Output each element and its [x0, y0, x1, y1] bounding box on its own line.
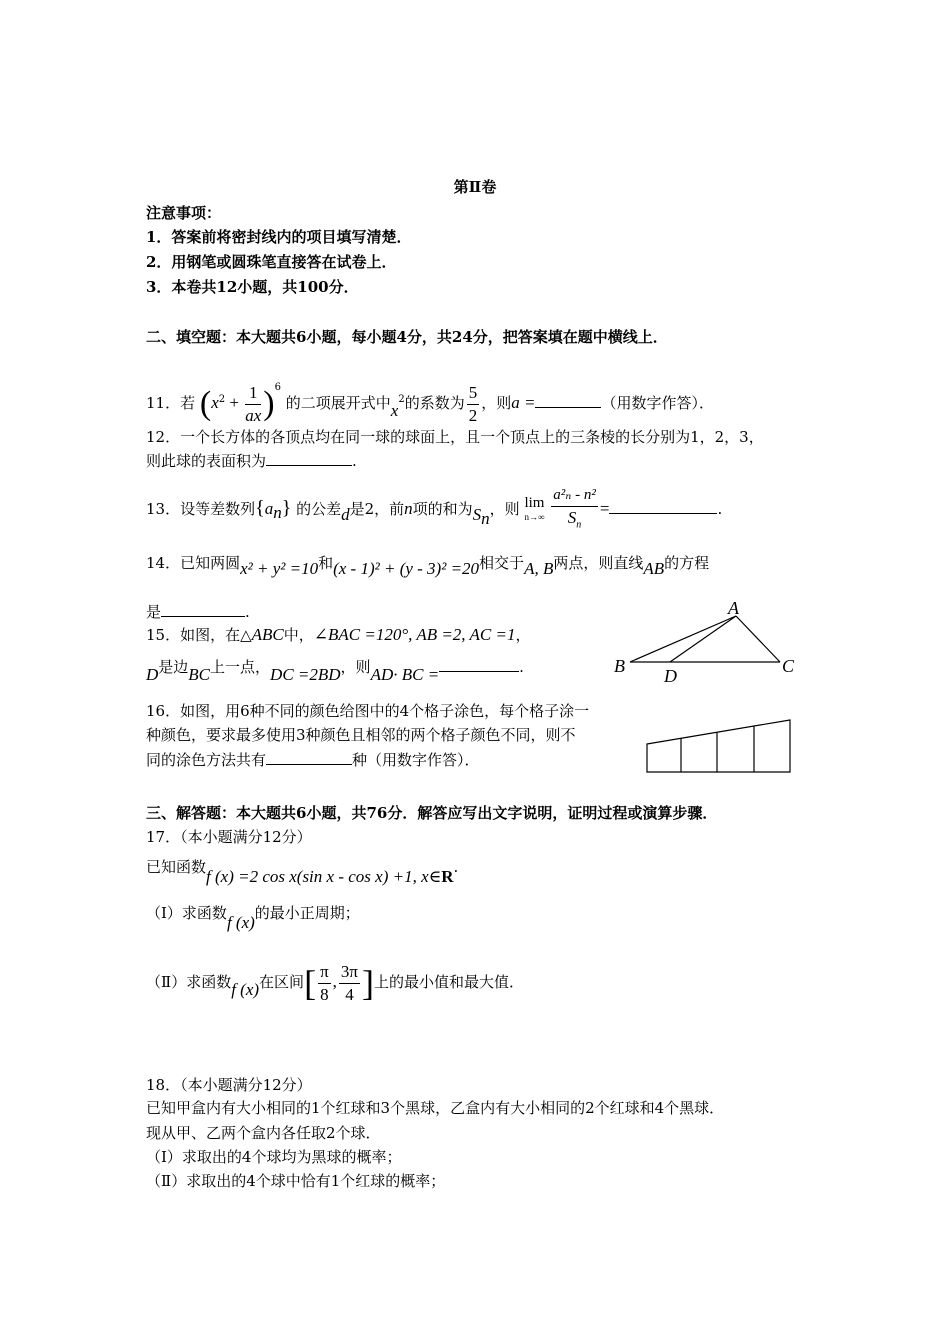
grid-figure — [644, 716, 796, 776]
question-17-head: 17．（本小题满分12分） — [146, 828, 312, 846]
part2-heading: 二、填空题：本大题共6小题，每小题4分，共24分，把答案填在题中横线上． — [146, 328, 668, 346]
vertex-label-c: C — [782, 656, 795, 676]
question-15: 15．如图，在△ABC中，∠BAC =120°, AB =2, AC =1， — [146, 625, 531, 644]
question-13: 13．设等差数列$\{a_n\}$ 的公差d是2，前n项的和为$S_n$，则 lim n→∞ $\frac{\text{a²ₙ - n²}}{S_n}$ = . — [146, 484, 722, 541]
notes-heading: 注意事项： — [146, 204, 222, 222]
vertex-label-a: A — [728, 598, 739, 618]
question-18-part1: （Ⅰ）求取出的4个球均为黑球的概率； — [146, 1148, 402, 1166]
question-18-text: 已知甲盒内有大小相同的1个红球和3个黑球，乙盒内有大小相同的2个红球和4个黑球． — [146, 1099, 725, 1117]
question-17-given: 已知函数f (x) =2 cos x(sin x - cos x) +1, x∈R. — [146, 858, 459, 886]
triangle-side — [736, 616, 780, 662]
question-16-cont: 同的涂色方法共有 种（用数字作答）． — [146, 748, 480, 771]
question-16: 16．如图，用6种不同的颜色给图中的4个格子涂色，每个格子涂一 — [146, 702, 590, 720]
triangle-side — [630, 616, 736, 662]
question-12: 12．一个长方体的各顶点均在同一球的球面上，且一个顶点上的三条棱的长分别为1，2，3， — [146, 428, 764, 446]
question-14-cont: 是 . — [146, 600, 250, 623]
part3-heading: 三、解答题：本大题共6小题，共76分．解答应写出文字说明，证明过程或演算步骤． — [146, 804, 718, 822]
question-18-text: 现从甲、乙两个盒内各任取2个球． — [146, 1124, 381, 1142]
question-16-cont: 种颜色，要求最多使用3种颜色且相邻的两个格子颜色不同，则不 — [146, 726, 576, 744]
vertex-label-d: D — [664, 666, 677, 686]
segment-ad — [670, 616, 736, 662]
question-17-part1: （Ⅰ）求函数f (x)的最小正周期； — [146, 904, 360, 932]
note-item: 2．用钢笔或圆珠笔直接答在试卷上． — [146, 253, 397, 271]
question-14: 14．已知两圆x² + y² =10和(x - 1)² + (y - 3)² =20相交于A, B两点，则直线AB的方程 — [146, 554, 710, 578]
question-11: 11．若 ($x^2$ + $\frac{1}{ax}$ )$^6$ 的二项展开式中$x^2$的系数为 $\frac{5}{2}$ ，则a = （用数字作答）． — [146, 382, 714, 425]
question-18-part2: （Ⅱ）求取出的4个球中恰有1个红球的概率； — [146, 1172, 446, 1190]
vertex-label-b: B — [614, 656, 625, 676]
note-item: 3．本卷共12小题，共100分． — [146, 278, 359, 296]
question-15-cont: D是边BC上一点，DC =2BD，则AD· BC = . — [146, 650, 524, 692]
question-12-cont: 则此球的表面积为 . — [146, 449, 357, 472]
note-item: 1．答案前将密封线内的项目填写清楚． — [146, 228, 412, 246]
question-18-head: 18．（本小题满分12分） — [146, 1076, 312, 1094]
section-title: 第Ⅱ卷 — [453, 178, 497, 196]
triangle-figure — [610, 598, 800, 688]
grid-outline — [647, 720, 790, 772]
question-17-part2: （Ⅱ）求函数f (x)在区间[ $\frac{\pi}{8}$ , $\frac{3\pi}{4}$ ]上的最小值和最大值． — [146, 961, 525, 1004]
